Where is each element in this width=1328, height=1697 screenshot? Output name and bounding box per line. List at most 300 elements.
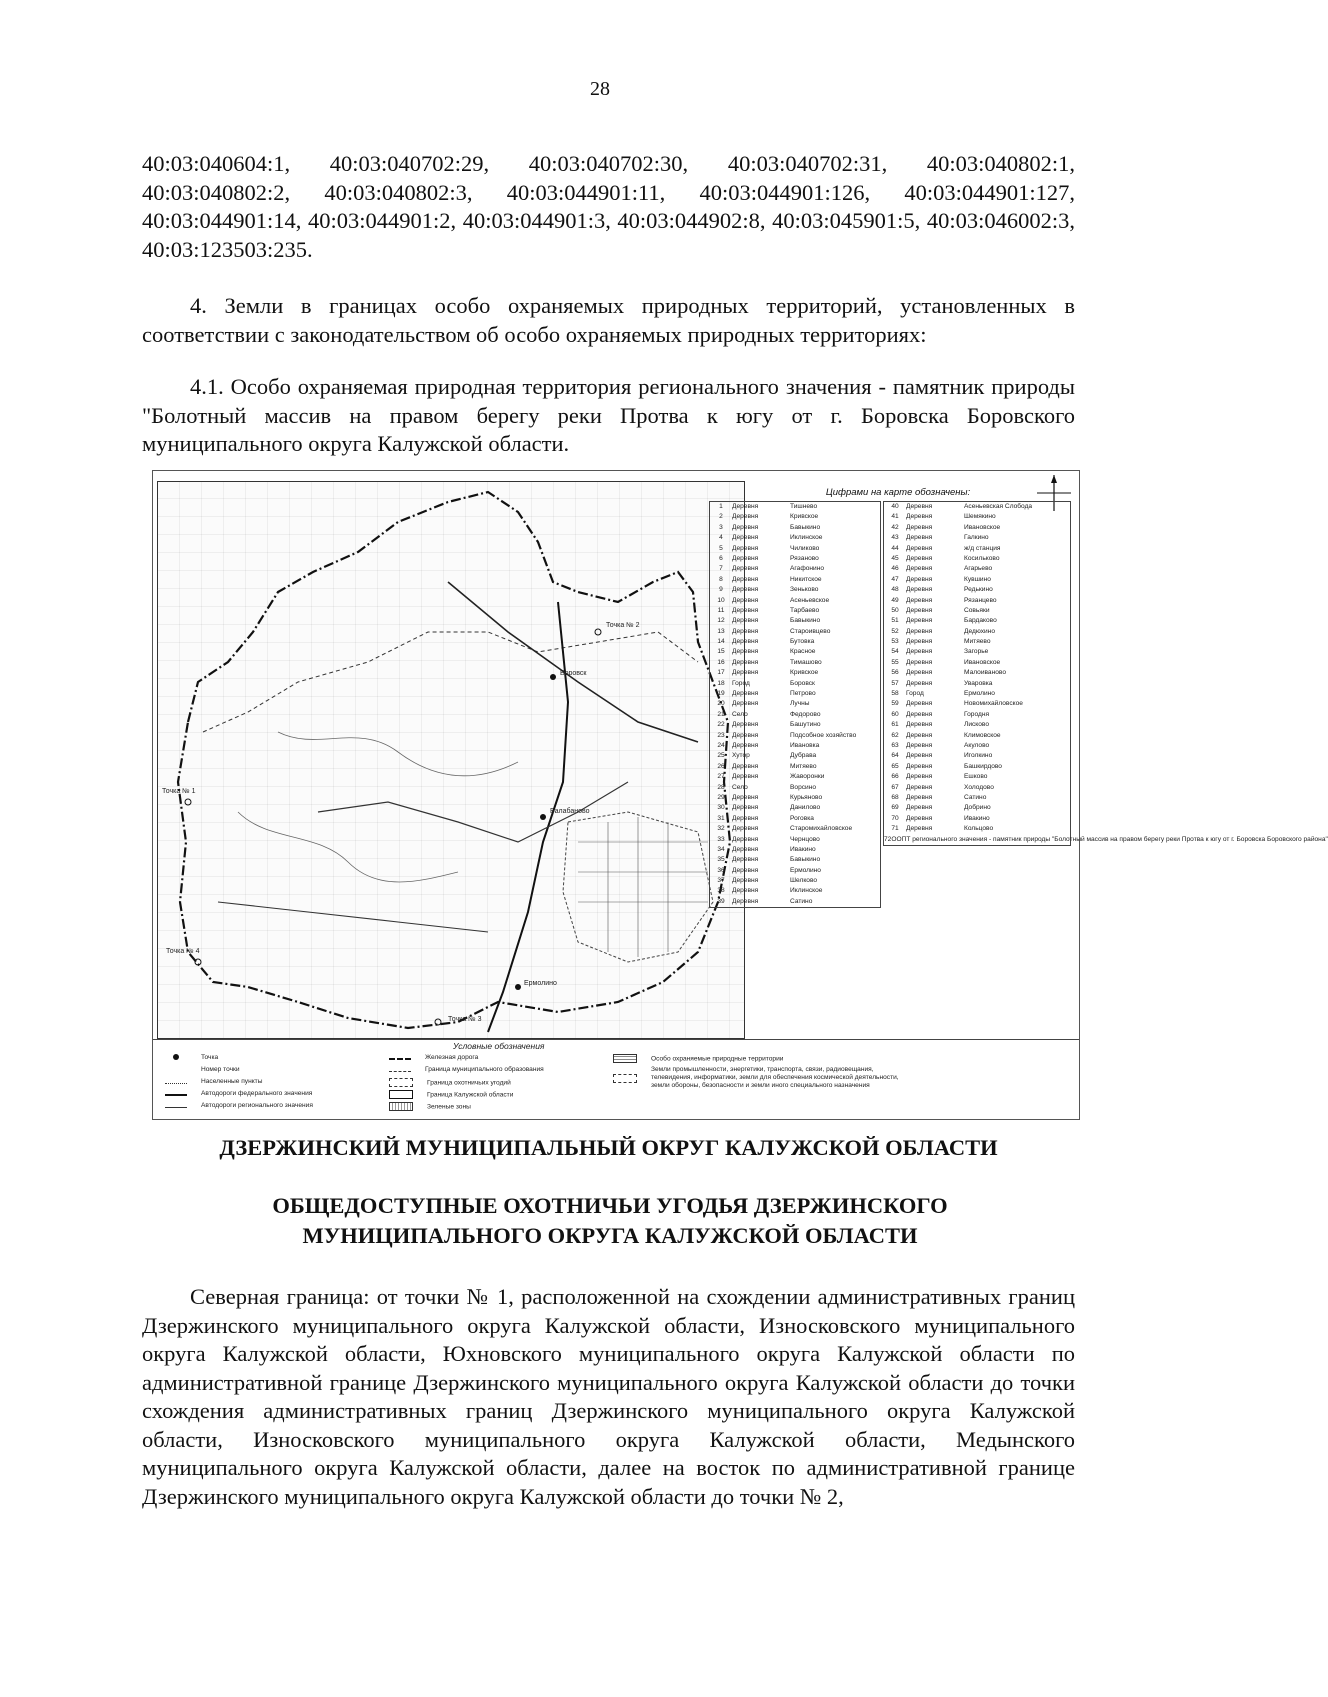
legend-row: [710, 793, 880, 803]
legend-cell-n: 17: [717, 669, 725, 677]
legend-cell-k: Деревня: [732, 773, 759, 781]
legend-cell-k: Деревня: [732, 523, 759, 531]
legend-cell-v: Холодово: [964, 783, 994, 791]
legend-row: [884, 793, 1070, 803]
legend-cell-v: Ешково: [964, 773, 988, 781]
legend-cell-n: 49: [891, 596, 899, 604]
legend-row: [710, 751, 880, 761]
legend-cell-k: Деревня: [906, 638, 933, 646]
legend-cell-n: 56: [891, 669, 899, 677]
legend-row: [710, 637, 880, 647]
legend-cell-v: Сатино: [790, 897, 813, 905]
legend-cell-k: Деревня: [906, 606, 933, 614]
legend-cell-v: Городня: [964, 710, 990, 718]
legend-cell-k: Город: [732, 679, 750, 687]
legend-cell-v: Староивцево: [790, 627, 831, 635]
legend-cell-k: Деревня: [732, 793, 759, 801]
legend-cell-v: Чернцово: [790, 835, 820, 843]
municipal-border-symbol-icon: [389, 1067, 411, 1072]
legend-cell-v: Ермолино: [964, 690, 995, 698]
map-town-label: Боровск: [560, 670, 587, 677]
legend-cell-n: 36: [717, 866, 725, 874]
legend-table-right: [883, 501, 1328, 846]
legend-cell-n: 70: [891, 814, 899, 822]
point-marker: [435, 1019, 441, 1025]
legend-cell-n: 44: [891, 544, 899, 552]
legend-cell-k: Деревня: [906, 825, 933, 833]
legend-cell-k: Деревня: [732, 648, 759, 656]
railway: [448, 582, 698, 742]
legend-cell-n: 2: [719, 513, 723, 521]
legend-row: [710, 544, 880, 554]
legend-cell-v: Акулово: [964, 741, 990, 749]
map-drawing: [158, 482, 744, 1038]
legend-cell-n: 12: [717, 617, 725, 625]
railway-symbol-icon: [389, 1054, 411, 1060]
bottom-legend-title: Условные обозначения: [453, 1041, 545, 1051]
legend-item: Автодороги федерального значения: [165, 1090, 312, 1097]
legend-cell-v: Старомихайловское: [790, 825, 853, 833]
map-area: [157, 481, 745, 1039]
industry-land-symbol-icon: [613, 1074, 637, 1083]
legend-row: [884, 835, 1328, 845]
legend-cell-v: Красное: [790, 648, 816, 656]
legend-item: Автодороги регионального значения: [165, 1102, 313, 1109]
settlement-symbol-icon: [165, 1079, 187, 1084]
legend-cell-k: Деревня: [906, 752, 933, 760]
legend-cell-k: Город: [906, 690, 924, 698]
legend-cell-k: Деревня: [906, 658, 933, 666]
legend-cell-n: 9: [719, 586, 723, 594]
legend-cell-n: 29: [717, 793, 725, 801]
legend-cell-n: 30: [717, 804, 725, 812]
legend-cell-k: Деревня: [732, 669, 759, 677]
federal-road-symbol-icon: [165, 1090, 187, 1096]
legend-cell-k: Деревня: [732, 565, 759, 573]
legend-cell-v: Курьяново: [790, 793, 823, 801]
legend-row: [710, 866, 880, 876]
legend-cell-n: 59: [891, 700, 899, 708]
legend-cell-v: Лисково: [964, 721, 990, 729]
legend-cell-v: ООПТ регионального значения - памятник природы "Болотный массив на правом берегу реки Протва к югу от г. Боровска Боровского района": [891, 835, 1328, 843]
legend-cell-n: 39: [717, 897, 725, 905]
legend-cell-n: 1: [719, 503, 723, 510]
legend-row: [884, 814, 1070, 824]
legend-cell-v: ж/д станция: [964, 544, 1001, 552]
legend-cell-v: Бардаково: [964, 617, 997, 625]
legend-cell-n: 64: [891, 752, 899, 760]
district-boundary: [178, 492, 730, 1028]
legend-cell-n: 25: [717, 752, 725, 760]
legend-cell-v: Климовское: [964, 731, 1001, 739]
legend-item: Граница Калужской области: [389, 1090, 513, 1099]
map-point-label: Точка № 2: [606, 622, 640, 629]
legend-cell-n: 24: [717, 741, 725, 749]
section-4-1-text: 4.1. Особо охраняемая природная территория регионального значения - памятник природы "Болотный массив на правом берегу реки Протва к югу от г. Боровска Боровского муниципального округа Калужской области.: [142, 374, 1075, 456]
legend-cell-k: Деревня: [732, 856, 759, 864]
legend-cell-k: Деревня: [906, 669, 933, 677]
legend-row: [710, 533, 880, 543]
legend-row: [710, 606, 880, 616]
legend-cell-n: 63: [891, 741, 899, 749]
legend-row: [884, 502, 1070, 512]
legend-item: Точка: [165, 1054, 218, 1061]
legend-row: [884, 720, 1070, 730]
legend-item: Особо охраняемые природные территории: [613, 1054, 783, 1063]
legend-row: [884, 679, 1070, 689]
legend-cell-k: Деревня: [906, 554, 933, 562]
legend-cell-v: Агарьево: [964, 565, 993, 573]
legend-cell-v: Совьяки: [964, 606, 990, 614]
legend-cell-v: Кувшино: [964, 575, 991, 583]
legend-cell-k: Деревня: [906, 710, 933, 718]
legend-row: [710, 668, 880, 678]
legend-cell-n: 14: [717, 638, 725, 646]
legend-row: [884, 533, 1070, 543]
river: [238, 812, 458, 882]
legend-cell-v: Иголкино: [964, 752, 993, 760]
legend-row: [884, 585, 1070, 595]
legend-cell-n: 3: [719, 523, 723, 531]
hunting-boundary: [203, 632, 698, 732]
legend-cell-k: Деревня: [732, 658, 759, 666]
legend-cell-n: 27: [717, 773, 725, 781]
town-marker: [540, 814, 546, 820]
legend-cell-n: 51: [891, 617, 899, 625]
legend-cell-k: Деревня: [732, 606, 759, 614]
legend-row: [884, 824, 1070, 834]
map-town-label: Ермолино: [524, 980, 557, 987]
legend-cell-n: 15: [717, 648, 725, 656]
legend-cell-n: 72: [884, 835, 892, 843]
cadastral-numbers: 40:03:040604:1, 40:03:040702:29, 40:03:040702:30, 40:03:040702:31, 40:03:040802:1, 40:03:040802:2, 40:03:040802:3, 40:03:044901:11, 40:03:044901:126, 40:03:044901:127, 40:03:044901:14, 40:03:044901:2, 40:03:044901:3, 40:03:044902:8, 40:03:045901:5, 40:03:046002:3, 40:03:123503:235.: [142, 151, 1075, 262]
legend-row: [884, 710, 1070, 720]
legend-cell-n: 41: [891, 513, 899, 521]
legend-cell-n: 42: [891, 523, 899, 531]
legend-cell-v: Дедюхино: [964, 627, 995, 635]
legend-item: Граница охотничьих угодий: [389, 1078, 511, 1087]
legend-cell-n: 20: [717, 700, 725, 708]
legend-row: [710, 616, 880, 626]
legend-row: [710, 502, 880, 512]
legend-row: [884, 731, 1070, 741]
legend-cell-v: Никитское: [790, 575, 822, 583]
legend-row: [710, 835, 880, 845]
legend-row: [710, 824, 880, 834]
legend-cell-v: Тишнево: [790, 503, 818, 510]
legend-row: [710, 585, 880, 595]
legend-cell-k: Деревня: [732, 825, 759, 833]
legend-row: [884, 637, 1070, 647]
legend-cell-k: Деревня: [732, 731, 759, 739]
legend-row: [884, 616, 1070, 626]
legend-cell-k: Деревня: [906, 700, 933, 708]
map-town-label: Балабаново: [550, 808, 590, 815]
legend-cell-v: Иклинское: [790, 534, 823, 542]
legend-cell-v: Ивановское: [964, 523, 1001, 531]
legend-cell-v: Уваровка: [964, 679, 993, 687]
legend-cell-n: 13: [717, 627, 725, 635]
map-bottom-legend: [153, 1039, 1079, 1120]
legend-row: [710, 575, 880, 585]
legend-row: [710, 731, 880, 741]
legend-cell-k: Деревня: [732, 586, 759, 594]
legend-cell-k: Деревня: [732, 596, 759, 604]
legend-cell-v: Бавыкино: [790, 856, 821, 864]
legend-item: Железная дорога: [389, 1054, 478, 1061]
legend-cell-k: Деревня: [732, 721, 759, 729]
legend-cell-k: Деревня: [732, 887, 759, 895]
legend-item: Номер точки: [165, 1066, 240, 1073]
legend-cell-v: Ивакино: [964, 814, 990, 822]
legend-cell-v: Подсобное хозяйство: [790, 731, 857, 739]
legend-row: [710, 762, 880, 772]
legend-item: Зеленые зоны: [389, 1102, 471, 1111]
regional-road-2: [218, 902, 488, 932]
legend-cell-v: Косильково: [964, 554, 1000, 562]
legend-cell-n: 35: [717, 856, 725, 864]
legend-cell-k: Деревня: [906, 721, 933, 729]
legend-cell-k: Село: [732, 710, 748, 718]
legend-cell-n: 7: [719, 565, 723, 573]
legend-row: [710, 512, 880, 522]
legend-cell-k: Деревня: [732, 513, 759, 521]
legend-cell-v: Рязанцево: [964, 596, 997, 604]
legend-cell-n: 62: [891, 731, 899, 739]
legend-cell-k: Деревня: [732, 804, 759, 812]
legend-cell-k: Деревня: [906, 617, 933, 625]
legend-row: [884, 658, 1070, 668]
legend-cell-v: Митяево: [790, 762, 817, 770]
protected-area-symbol-icon: [613, 1054, 637, 1063]
legend-cell-v: Кольцово: [964, 825, 994, 833]
legend-row: [710, 897, 880, 907]
legend-cell-k: Деревня: [732, 554, 759, 562]
page-number: 28: [590, 78, 610, 100]
legend-cell-v: Новомихайловское: [964, 700, 1023, 708]
legend-cell-k: Деревня: [732, 700, 759, 708]
legend-cell-k: Деревня: [732, 741, 759, 749]
legend-cell-k: Деревня: [906, 814, 933, 822]
legend-cell-n: 69: [891, 804, 899, 812]
point-symbol-icon: [173, 1054, 179, 1060]
legend-item: Граница муниципального образования: [389, 1066, 544, 1073]
legend-cell-k: Хутор: [732, 752, 750, 760]
legend-cell-n: 4: [719, 534, 723, 542]
legend-cell-v: Федорово: [790, 710, 821, 718]
district-heading: ДЗЕРЖИНСКИЙ МУНИЦИПАЛЬНЫЙ ОКРУГ КАЛУЖСКОЙ ОБЛАСТИ: [219, 1135, 998, 1160]
legend-cell-k: Деревня: [732, 575, 759, 583]
legend-row: [884, 689, 1070, 699]
legend-cell-n: 28: [717, 783, 725, 791]
legend-row: [710, 647, 880, 657]
legend-cell-k: Деревня: [732, 835, 759, 843]
legend-row: [884, 606, 1070, 616]
legend-row: [710, 845, 880, 855]
legend-cell-v: Ивановка: [790, 741, 820, 749]
legend-cell-n: 40: [891, 503, 899, 510]
river: [278, 732, 518, 776]
legend-cell-k: Деревня: [732, 845, 759, 853]
legend-row: [884, 564, 1070, 574]
hunting-grounds-heading: ОБЩЕДОСТУПНЫЕ ОХОТНИЧЬИ УГОДЬЯ ДЗЕРЖИНСКОГО МУНИЦИПАЛЬНОГО ОКРУГА КАЛУЖСКОЙ ОБЛАСТИ: [272, 1193, 948, 1248]
legend-cell-v: Тимашово: [790, 658, 822, 666]
legend-cell-n: 66: [891, 773, 899, 781]
section-4-text: 4. Земли в границах особо охраняемых природных территорий, установленных в соответствии с законодательством об особо охраняемых природных территориях:: [142, 293, 1075, 347]
legend-cell-n: 58: [891, 690, 899, 698]
legend-cell-k: Деревня: [732, 544, 759, 552]
legend-row: [884, 668, 1070, 678]
legend-cell-k: Деревня: [732, 503, 759, 510]
legend-row: [710, 596, 880, 606]
town-marker: [550, 674, 556, 680]
legend-cell-n: 23: [717, 731, 725, 739]
legend-item: Населенные пункты: [165, 1078, 262, 1085]
legend-cell-n: 46: [891, 565, 899, 573]
legend-cell-k: Деревня: [906, 565, 933, 573]
legend-cell-v: Кривское: [790, 513, 819, 521]
legend-row: [884, 512, 1070, 522]
legend-cell-v: Лучны: [790, 700, 810, 708]
legend-cell-k: Деревня: [906, 627, 933, 635]
legend-cell-v: Галкино: [964, 534, 989, 542]
legend-cell-v: Митяево: [964, 638, 991, 646]
legend-cell-k: Деревня: [732, 617, 759, 625]
legend-cell-n: 43: [891, 534, 899, 542]
legend-cell-n: 33: [717, 835, 725, 843]
legend-cell-v: Петрово: [790, 690, 816, 698]
legend-item: Земли промышленности, энергетики, транспорта, связи, радиовещания, телевидения, информатики, земли для обеспечения космической деятельности, земли обороны, безопасности и земли иного специального назначения: [613, 1066, 913, 1090]
legend-row: [710, 710, 880, 720]
legend-cell-n: 16: [717, 658, 725, 666]
legend-cell-n: 26: [717, 762, 725, 770]
legend-row: [884, 699, 1070, 709]
legend-cell-k: Деревня: [906, 575, 933, 583]
legend-cell-v: Башкирдово: [964, 762, 1002, 770]
legend-cell-k: Деревня: [906, 513, 933, 521]
legend-cell-v: Ермолино: [790, 866, 821, 874]
legend-cell-k: Деревня: [732, 690, 759, 698]
legend-row: [710, 658, 880, 668]
legend-cell-n: 60: [891, 710, 899, 718]
legend-row: [884, 741, 1070, 751]
legend-cell-n: 22: [717, 721, 725, 729]
legend-cell-n: 67: [891, 783, 899, 791]
legend-cell-n: 53: [891, 638, 899, 646]
legend-cell-n: 57: [891, 679, 899, 687]
legend-row: [884, 762, 1070, 772]
map-point-label: Точка № 4: [166, 948, 200, 955]
legend-cell-v: Боровск: [790, 679, 815, 687]
legend-cell-k: Деревня: [732, 877, 759, 885]
legend-cell-v: Бавыкино: [790, 617, 821, 625]
legend-cell-k: Деревня: [906, 679, 933, 687]
legend-row: [710, 855, 880, 865]
legend-cell-n: 11: [717, 606, 725, 614]
legend-cell-k: Деревня: [906, 544, 933, 552]
legend-cell-n: 18: [717, 679, 725, 687]
legend-cell-k: Деревня: [906, 503, 933, 510]
map-figure: [152, 470, 1328, 1120]
legend-row: [710, 720, 880, 730]
green-zone-symbol-icon: [389, 1102, 413, 1111]
legend-cell-v: Дубрава: [790, 752, 817, 760]
point-marker: [595, 629, 601, 635]
legend-cell-v: Ивановское: [964, 658, 1001, 666]
legend-cell-n: 71: [891, 825, 899, 833]
legend-cell-v: Шемякино: [964, 513, 996, 521]
legend-cell-v: Бавыкино: [790, 523, 821, 531]
legend-cell-k: Деревня: [732, 627, 759, 635]
legend-cell-k: Деревня: [906, 804, 933, 812]
legend-cell-k: Деревня: [906, 731, 933, 739]
legend-cell-k: Деревня: [906, 773, 933, 781]
legend-cell-v: Агафонино: [790, 565, 825, 573]
legend-cell-v: Загорье: [964, 648, 989, 656]
legend-cell-n: 8: [719, 575, 723, 583]
legend-row: [710, 803, 880, 813]
legend-row: [884, 803, 1070, 813]
legend-cell-v: Роговка: [790, 814, 814, 822]
legend-cell-k: Деревня: [906, 783, 933, 791]
legend-row: [710, 876, 880, 886]
legend-row: [710, 523, 880, 533]
legend-cell-n: 31: [717, 814, 725, 822]
legend-cell-v: Асеньевское: [790, 596, 830, 604]
legend-row: [710, 689, 880, 699]
legend-cell-n: 52: [891, 627, 899, 635]
legend-row: [884, 627, 1070, 637]
legend-cell-v: Бутовка: [790, 638, 815, 646]
legend-cell-k: Деревня: [732, 897, 759, 905]
legend-cell-n: 34: [717, 845, 725, 853]
legend-row: [884, 554, 1070, 564]
legend-row: [884, 523, 1070, 533]
legend-cell-v: Данилово: [790, 804, 821, 812]
legend-cell-n: 38: [717, 887, 725, 895]
legend-row: [884, 751, 1070, 761]
town-marker: [515, 984, 521, 990]
legend-cell-k: Деревня: [732, 534, 759, 542]
legend-row: [710, 564, 880, 574]
legend-cell-v: Редькино: [964, 586, 993, 594]
legend-cell-k: Деревня: [732, 866, 759, 874]
legend-row: [710, 814, 880, 824]
number-symbol-icon: [165, 1068, 187, 1070]
legend-cell-n: 19: [717, 690, 725, 698]
legend-cell-v: Жаворонки: [790, 773, 825, 781]
legend-cell-n: 48: [891, 586, 899, 594]
legend-cell-n: 68: [891, 793, 899, 801]
region-border-symbol-icon: [389, 1090, 413, 1099]
point-marker: [185, 799, 191, 805]
legend-title: Цифрами на карте обозначены:: [825, 487, 971, 498]
legend-row: [884, 772, 1070, 782]
legend-row: [710, 886, 880, 896]
legend-cell-k: Деревня: [906, 648, 933, 656]
legend-cell-v: Малоиваново: [964, 669, 1007, 677]
legend-cell-k: Село: [732, 783, 748, 791]
legend-cell-v: Шелково: [790, 877, 818, 885]
legend-cell-k: Деревня: [906, 762, 933, 770]
legend-row: [884, 544, 1070, 554]
legend-cell-n: 61: [891, 721, 899, 729]
legend-row: [884, 596, 1070, 606]
legend-row: [884, 575, 1070, 585]
legend-row: [710, 772, 880, 782]
map-point-label: Точка № 3: [448, 1016, 482, 1023]
legend-cell-v: Ивакино: [790, 845, 816, 853]
